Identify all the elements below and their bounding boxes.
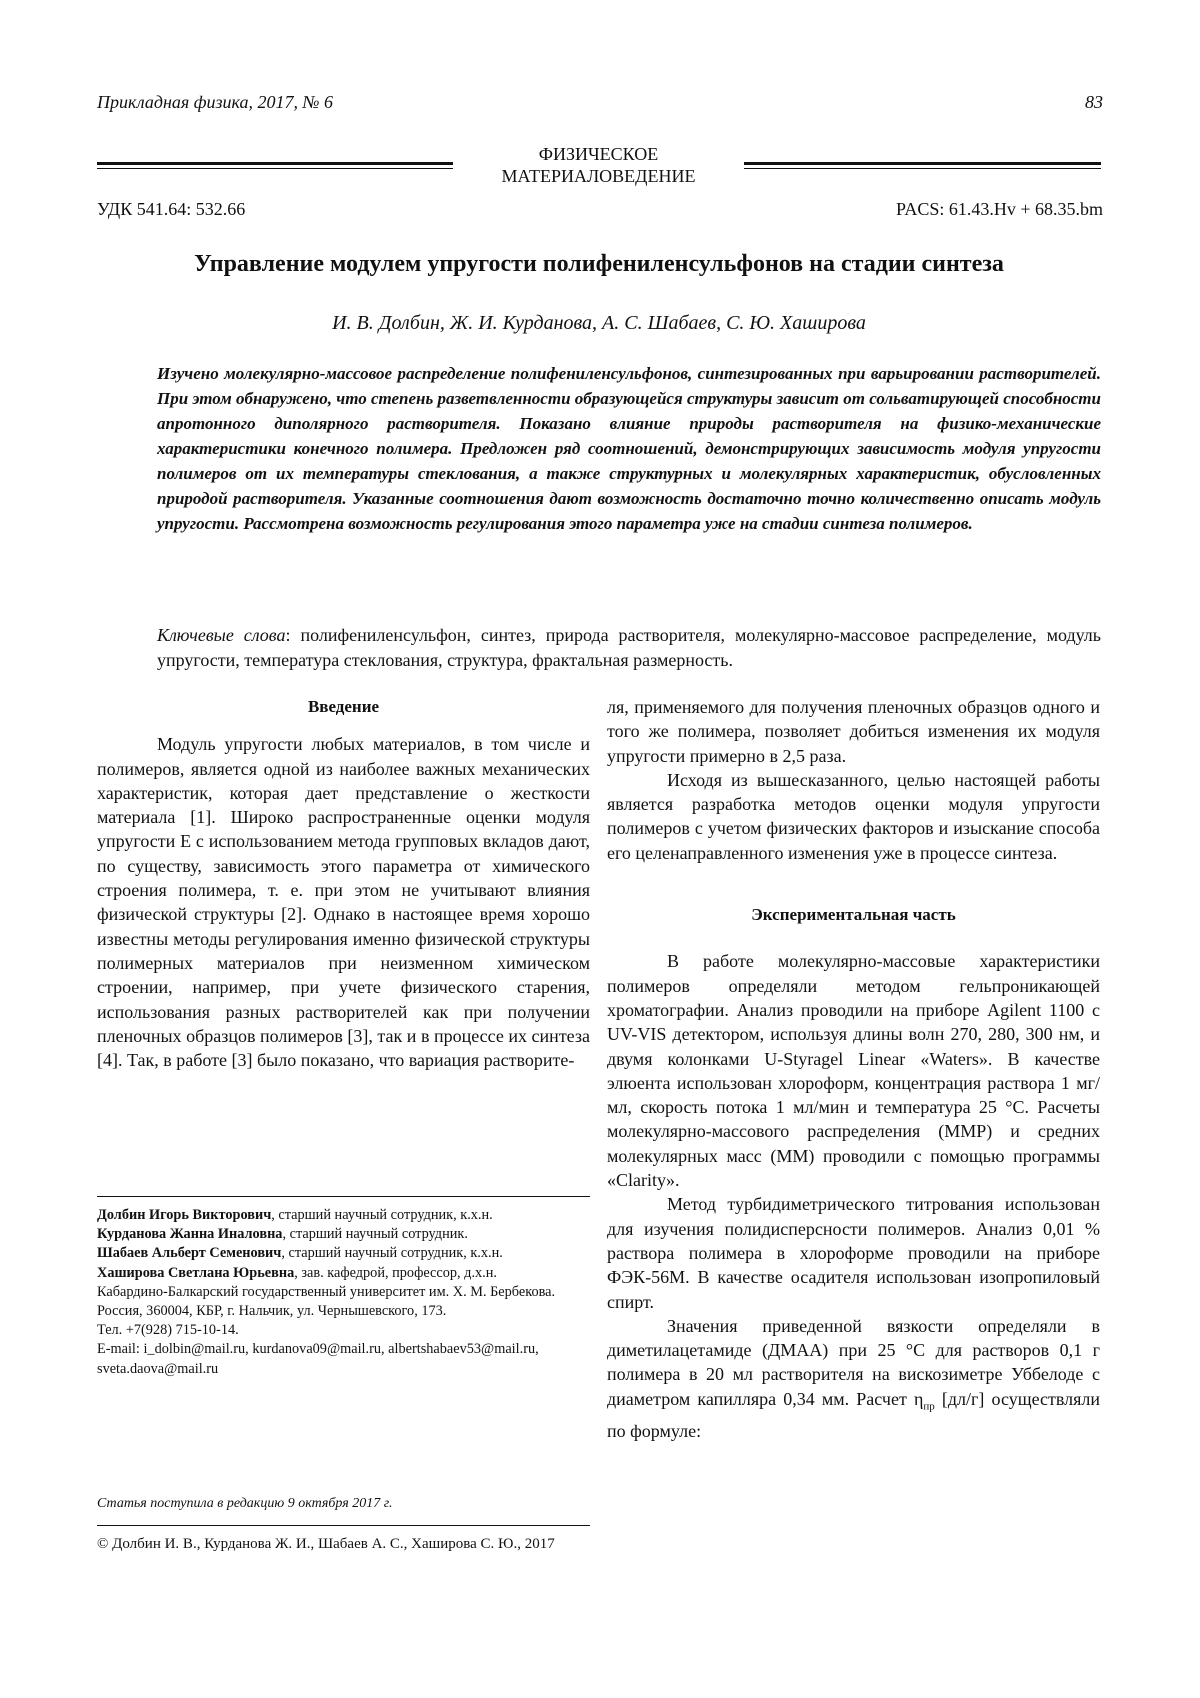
- intro-paragraph: Модуль упругости любых материалов, в том числе и полимеров, является одной из наиболее важных механических характеристик, которая дает представление о жесткости материала [1]. Широко распространенные оценки модуля упругости E с использованием метода групповых вкладов дают, по существу, зависимость этого параметра от химического строения полимера, т. е. при этом не учитывают влияния физической структуры [2]. Однако в настоящее время хорошо известны методы регулирования именно физической структуры полимерных материалов при неизменном химическом строении, например, при учете физического старения, использования разных растворителей как при получении пленочных образцов полимеров [3], так и в процессе их синтеза [4]. Так, в работе [3] было показано, что вариация растворите-: [97, 734, 590, 1071]
- footnote-affiliation: Кабардино-Балкарский государственный университет им. Х. М. Бербекова.: [97, 1283, 556, 1300]
- footnote-address: Россия, 360004, КБР, г. Нальчик, ул. Чернышевского, 173.: [97, 1303, 447, 1320]
- page-number: 83: [1085, 92, 1103, 112]
- footnote-author-1: [97, 1206, 590, 1225]
- footnote-author-1-name: Долбин Игорь Викторович: [97, 1207, 272, 1223]
- right-column: [607, 695, 1100, 1443]
- article-title: Управление модулем упругости полифениленсульфонов на стадии синтеза: [194, 251, 1004, 277]
- section-rule-left: [97, 162, 453, 169]
- footnote-author-3-desc: , старший научный сотрудник, к.х.н.: [281, 1245, 503, 1262]
- footnote-author-2-name: Курданова Жанна Иналовна: [97, 1226, 283, 1243]
- experimental-heading: Экспериментальная часть: [751, 905, 956, 925]
- left-column: [97, 695, 590, 1072]
- gpc-paragraph: В работе молекулярно-массовые характеристики полимеров определяли методом гельпроникающей хроматографии. Анализ проводили на приборе Agilent 1100 с UV-VIS детектором, используя длины волн 270, 280, 300 нм, и двумя колонками U-Styragel Linear «Waters». В качестве элюента использован хлороформ, концентрация раствора 1 мг/мл, скорость потока 1 мл/мин и температура 25 °С. Расчеты молекулярно-массового распределения (ММР) и средних молекулярных масс (ММ) проводили с помощью программы «Clarity».: [607, 951, 1100, 1191]
- abstract: Изучено молекулярно-массовое распределение полифениленсульфонов, синтезированных при варьировании растворителей. При этом обнаружено, что степень разветвленности образующейся структуры зависит от сольватирующей способности апротонного диполярного растворителя. Показано влияние природы растворителя на физико-механические характеристики конечного полимера. Предложен ряд соотношений, демонстрирующих зависимость модуля упругости полимеров от их температуры стеклования, а также структурных и молекулярных характеристик, обусловленных природой растворителя. Указанные соотношения дают возможность достаточно точно количественно описать модуль упругости. Рассмотрена возможность регулирования этого параметра уже на стадии синтеза полимеров.: [157, 364, 1101, 533]
- footnote-author-3-name: Шабаев Альберт Семенович: [97, 1245, 282, 1262]
- keywords-label: Ключевые слова: [157, 625, 286, 645]
- section-heading-line1: ФИЗИЧЕСКОЕ: [538, 144, 659, 164]
- section-heading-line2: МАТЕРИАЛОВЕДЕНИЕ: [501, 166, 696, 186]
- journal-name: Прикладная физика, 2017, № 6: [97, 92, 333, 112]
- footnote-author-3: [97, 1244, 590, 1263]
- footnote-author-2: [97, 1225, 590, 1244]
- continued-paragraph: ля, применяемого для получения пленочных образцов одного и того же полимера, позволяет добиться изменения их модуля упругости примерно в 2,5 раза.: [607, 697, 1100, 766]
- viscosity-text: Значения приведенной вязкости определяли в диметилацетамиде (ДМАА) при 25 °С для растворов 0,1 г полимера в 20 мл растворителя на вискозиметре Уббелоде с диаметром капилляра 0,34 мм. Расчет η: [607, 1315, 1100, 1409]
- footnote-author-4-name: Хаширова Светлана Юрьевна: [97, 1264, 295, 1281]
- footnote-author-2-desc: , старший научный сотрудник.: [282, 1226, 468, 1243]
- copyright-rule: [97, 1525, 590, 1526]
- footnote-author-1-desc: , старший научный сотрудник, к.х.н.: [271, 1207, 493, 1223]
- article-authors: И. В. Долбин, Ж. И. Курданова, А. С. Шабаев, С. Ю. Хаширова: [332, 312, 866, 334]
- keywords-list: : полифениленсульфон, синтез, природа растворителя, молекулярно-массовое распределение, модуль упругости, температура стеклования, структура, фрактальная размерность.: [157, 625, 1101, 670]
- author-footnote: [97, 1206, 590, 1379]
- eta-subscript: пр: [923, 1400, 935, 1413]
- footnote-author-4-desc: , зав. кафедрой, профессор, д.х.н.: [294, 1264, 497, 1281]
- goal-paragraph: Исходя из вышесказанного, целью настоящей работы является разработка методов оценки модуля упругости полимеров с учетом физических факторов и изыскание способа его целенаправленного изменения уже в процессе синтеза.: [607, 769, 1100, 863]
- footnote-rule: [97, 1196, 590, 1197]
- footnote-email: E-mail: i_dolbin@mail.ru, kurdanova09@mail.ru, albertshabaev53@mail.ru, sveta.daova@mail.ru: [97, 1341, 539, 1377]
- footnote-author-4: [97, 1264, 590, 1283]
- section-rule-right: [744, 162, 1101, 169]
- pacs-code: PACS: 61.43.Hv + 68.35.bm: [895, 199, 1103, 219]
- viscosity-paragraph: [607, 1314, 1100, 1443]
- turbidimetry-paragraph: Метод турбидиметрического титрования использован для изучения полидисперсности полимеров. Анализ 0,01 % раствора полимера в хлороформе проводили на приборе ФЭК-56М. В качестве осадителя использован изопропиловый спирт.: [607, 1194, 1100, 1312]
- copyright: © Долбин И. В., Курданова Ж. И., Шабаев А. С., Хаширова С. Ю., 2017: [97, 1536, 555, 1552]
- section-heading: [453, 143, 744, 187]
- footnote-phone: Тел. +7(928) 715-10-14.: [97, 1322, 239, 1339]
- keywords: [157, 623, 1101, 673]
- intro-heading: Введение: [307, 697, 380, 716]
- received-date: Статья поступила в редакцию 9 октября 2017 г.: [97, 1496, 393, 1511]
- viscosity-text-end: [дл/г] осуществляли по формуле:: [607, 1388, 1100, 1441]
- udk-code: УДК 541.64: 532.66: [97, 199, 246, 219]
